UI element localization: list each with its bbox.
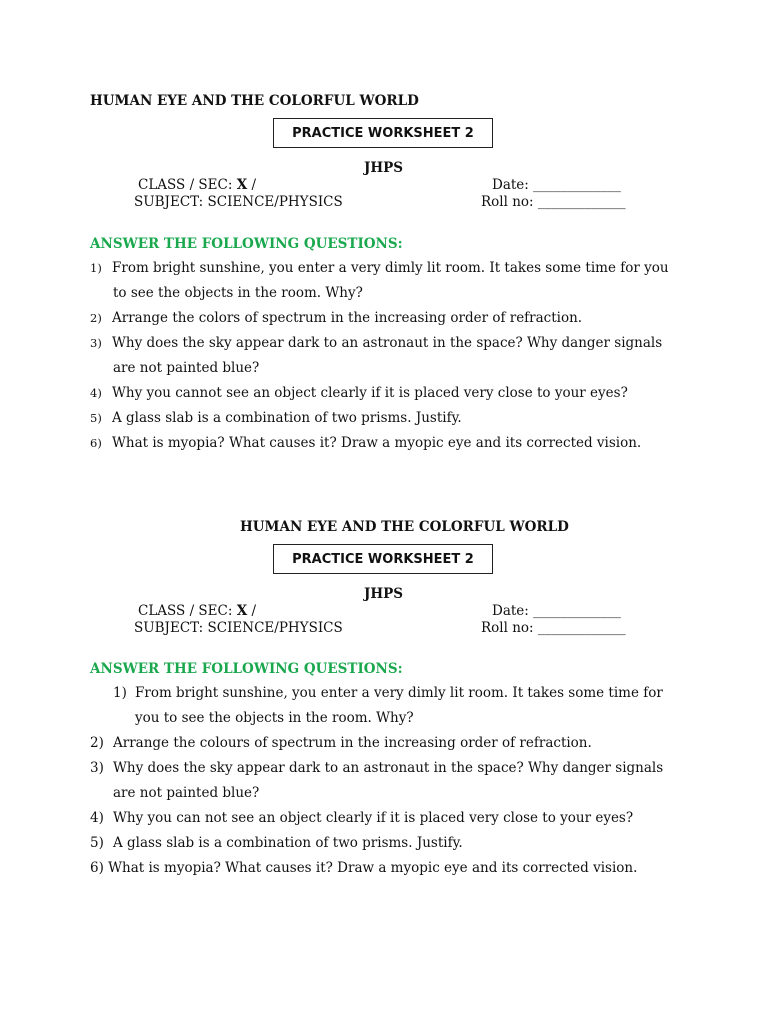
ws1-class-label: CLASS / SEC: <box>138 177 237 193</box>
question-text-cont: you to see the objects in the room. Why? <box>135 710 414 726</box>
ws1-class-value: X <box>236 177 248 193</box>
ws2-question-1 <box>113 681 663 731</box>
ws2-subject: SUBJECT: SCIENCE/PHYSICS <box>134 620 343 636</box>
ws2-question-5 <box>90 831 463 856</box>
question-number: 3) <box>90 760 104 776</box>
question-number: 3) <box>90 336 102 350</box>
ws2-class-sec <box>138 603 256 619</box>
ws1-roll-field: Roll no: _____________ <box>481 194 626 210</box>
question-text: What is myopia? What causes it? Draw a myopic eye and its corrected vision. <box>108 860 638 876</box>
ws1-question-1 <box>90 256 669 306</box>
question-text: Why you cannot see an object clearly if it is placed very close to your eyes? <box>112 385 628 401</box>
ws2-date-field: Date: _____________ <box>492 603 621 619</box>
ws1-worksheet-title: PRACTICE WORKSHEET 2 <box>292 125 474 141</box>
question-number: 5) <box>90 411 102 425</box>
ws1-question-5 <box>90 406 462 431</box>
question-text-cont: are not painted blue? <box>113 360 260 376</box>
question-number: 1) <box>113 685 127 701</box>
ws2-class-value: X <box>236 603 248 619</box>
question-number: 4) <box>90 810 104 826</box>
ws1-question-3 <box>90 331 662 381</box>
ws2-worksheet-title-box <box>273 544 493 574</box>
ws1-class-sec <box>138 177 256 193</box>
ws1-question-4 <box>90 381 628 406</box>
question-text: From bright sunshine, you enter a very dimly lit room. It takes some time for you <box>112 260 669 276</box>
ws2-question-2 <box>90 731 592 756</box>
question-text: Arrange the colors of spectrum in the increasing order of refraction. <box>112 310 583 326</box>
ws1-question-2 <box>90 306 582 331</box>
ws1-date-field: Date: _____________ <box>492 177 621 193</box>
question-text: Arrange the colours of spectrum in the increasing order of refraction. <box>113 735 592 751</box>
ws2-roll-field: Roll no: _____________ <box>481 620 626 636</box>
ws1-subject: SUBJECT: SCIENCE/PHYSICS <box>134 194 343 210</box>
ws1-question-6 <box>90 431 641 456</box>
ws2-question-4 <box>90 806 633 831</box>
ws2-main-title: HUMAN EYE AND THE COLORFUL WORLD <box>240 519 569 535</box>
question-text: A glass slab is a combination of two prisms. Justify. <box>112 410 462 426</box>
question-number: 6) <box>90 436 102 450</box>
question-number: 1) <box>90 261 102 275</box>
question-text: A glass slab is a combination of two prisms. Justify. <box>113 835 463 851</box>
ws2-class-sep: / <box>247 603 257 619</box>
question-text: Why does the sky appear dark to an astronaut in the space? Why danger signals <box>112 335 663 351</box>
ws2-section-heading: ANSWER THE FOLLOWING QUESTIONS: <box>90 661 403 677</box>
question-number: 5) <box>90 835 104 851</box>
ws2-worksheet-title: PRACTICE WORKSHEET 2 <box>292 551 474 567</box>
ws1-main-title: HUMAN EYE AND THE COLORFUL WORLD <box>90 93 419 109</box>
ws2-question-3 <box>90 756 663 806</box>
question-number: 2) <box>90 735 104 751</box>
question-text: From bright sunshine, you enter a very dimly lit room. It takes some time for <box>135 685 663 701</box>
question-number: 4) <box>90 386 102 400</box>
question-text-cont: to see the objects in the room. Why? <box>113 285 363 301</box>
question-text: What is myopia? What causes it? Draw a myopic eye and its corrected vision. <box>112 435 642 451</box>
question-number: 2) <box>90 311 102 325</box>
question-number: 6) <box>90 860 104 876</box>
question-text: Why does the sky appear dark to an astronaut in the space? Why danger signals <box>113 760 664 776</box>
question-text-cont: are not painted blue? <box>113 785 260 801</box>
ws2-school-name: JHPS <box>364 586 404 602</box>
ws2-question-6 <box>90 856 637 881</box>
ws1-school-name: JHPS <box>364 160 404 176</box>
ws1-section-heading: ANSWER THE FOLLOWING QUESTIONS: <box>90 236 403 252</box>
question-text: Why you can not see an object clearly if it is placed very close to your eyes? <box>113 810 634 826</box>
ws1-worksheet-title-box <box>273 118 493 148</box>
ws2-class-label: CLASS / SEC: <box>138 603 237 619</box>
ws1-class-sep: / <box>247 177 257 193</box>
